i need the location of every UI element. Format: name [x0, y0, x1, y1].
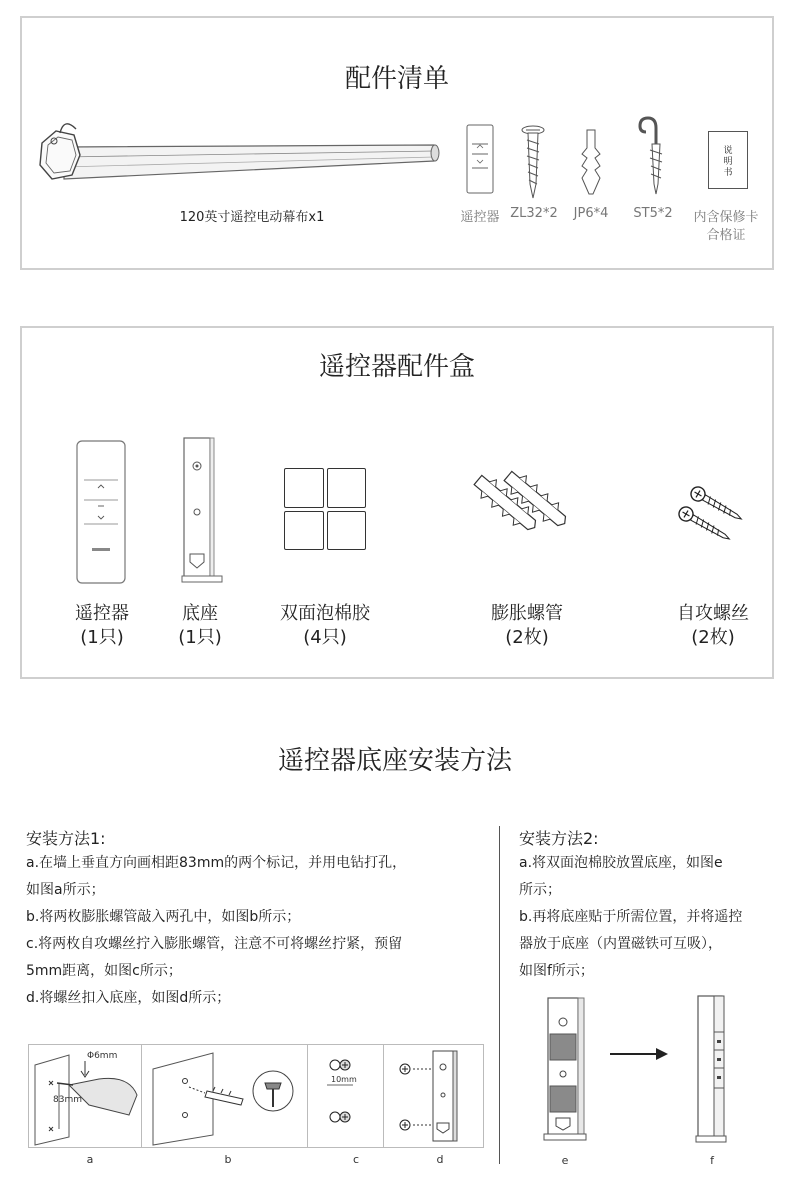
box-item-name-base: 底座 — [182, 603, 218, 624]
figure-a-drilling — [29, 1045, 141, 1147]
projection-screen-tube-image — [34, 113, 464, 193]
box-item-qty-foam: (4只) — [303, 627, 347, 648]
method2-line-1: a.将双面泡棉胶放置底座，如图e — [519, 855, 723, 871]
method1-line-4: c.将两枚自攻螺丝拧入膨胀螺管，注意不可将螺丝拧紧，预留 — [26, 936, 403, 952]
hook-screw-st5-icon — [636, 114, 670, 198]
install-title: 遥控器底座安装方法 — [277, 746, 512, 776]
item-label-remote: 遥控器 — [460, 210, 500, 225]
box-item-qty-screws: (2枚) — [691, 627, 735, 648]
accessories-panel — [20, 16, 774, 270]
accessories-title: 配件清单 — [344, 64, 449, 94]
manual-booklet-icon — [708, 131, 748, 189]
method1-line-5: 5mm距离，如图c所示； — [26, 963, 182, 979]
method2-line-4: 器放于底座（内置磁铁可互吸）， — [519, 936, 722, 952]
method1-line-6: d.将螺丝扣入底座，如图d所示； — [26, 990, 231, 1006]
method1-title: 安装方法1: — [26, 829, 106, 848]
figure-a-distance: 83mm — [53, 1095, 82, 1105]
figure-label-a: a — [86, 1153, 94, 1166]
screw-zl32-icon — [520, 124, 546, 200]
remote-box-panel — [20, 326, 774, 679]
figure-d-mount — [385, 1045, 483, 1147]
figure-divider — [307, 1045, 308, 1147]
figure-label-f: f — [710, 1154, 714, 1167]
manual-text: 说 明 书 — [723, 146, 733, 178]
box-item-name-foam: 双面泡棉胶 — [280, 603, 370, 624]
box-item-name-anchors: 膨胀螺管 — [491, 603, 563, 624]
foam-tape-image — [284, 468, 366, 550]
item-label-warranty: 内含保修卡 — [693, 210, 759, 225]
box-item-qty-anchors: (2枚) — [505, 627, 549, 648]
box-item-qty-base: (1只) — [178, 627, 222, 648]
figure-label-e: e — [561, 1154, 569, 1167]
method2-line-5: 如图f所示； — [519, 963, 594, 979]
remote-box-title: 遥控器配件盒 — [318, 352, 475, 382]
item-label-jp6: JP6*4 — [573, 206, 609, 221]
figure-a-drill-size: Φ6mm — [87, 1051, 118, 1061]
expansion-anchors-image — [464, 466, 574, 566]
method1-figure-strip — [28, 1044, 484, 1148]
remote-control-image — [76, 440, 126, 584]
figure-label-d: d — [436, 1153, 444, 1166]
method-divider — [499, 826, 500, 1164]
figure-c-distance: 10mm — [331, 1075, 357, 1084]
box-item-qty-remote: (1只) — [80, 627, 124, 648]
item-label-st5: ST5*2 — [633, 206, 673, 221]
figure-c-screws — [309, 1045, 383, 1147]
figure-divider — [383, 1045, 384, 1147]
box-item-name-screws: 自攻螺丝 — [677, 603, 749, 624]
figure-e-base-with-foam — [540, 994, 590, 1146]
figure-label-b: b — [224, 1153, 232, 1166]
method1-line-1: a.在墙上垂直方向画相距83mm的两个标记，并用电钻打孔， — [26, 855, 407, 871]
figure-b-anchors — [143, 1045, 305, 1147]
figure-divider — [141, 1045, 142, 1147]
tapping-screws-image — [676, 484, 746, 544]
remote-small-icon — [466, 124, 494, 194]
remote-base-image — [180, 436, 224, 586]
item-label-zl32: ZL32*2 — [510, 206, 558, 221]
method2-line-3: b.再将底座贴于所需位置，并将遥控 — [519, 909, 743, 925]
item-label-certificate: 合格证 — [706, 228, 746, 243]
method1-line-2: 如图a所示； — [26, 882, 105, 898]
figure-label-c: c — [352, 1153, 360, 1166]
wall-anchor-jp6-icon — [578, 128, 604, 198]
method1-line-3: b.将两枚膨胀螺管敲入两孔中，如图b所示； — [26, 909, 301, 925]
method2-title: 安装方法2: — [519, 829, 599, 848]
method2-line-2: 所示； — [519, 882, 561, 898]
screen-label: 120英寸遥控电动幕布x1 — [179, 210, 325, 225]
figure-f-remote-on-base — [692, 994, 732, 1146]
box-item-name-remote: 遥控器 — [75, 603, 129, 624]
arrow-right-icon — [608, 1046, 670, 1062]
